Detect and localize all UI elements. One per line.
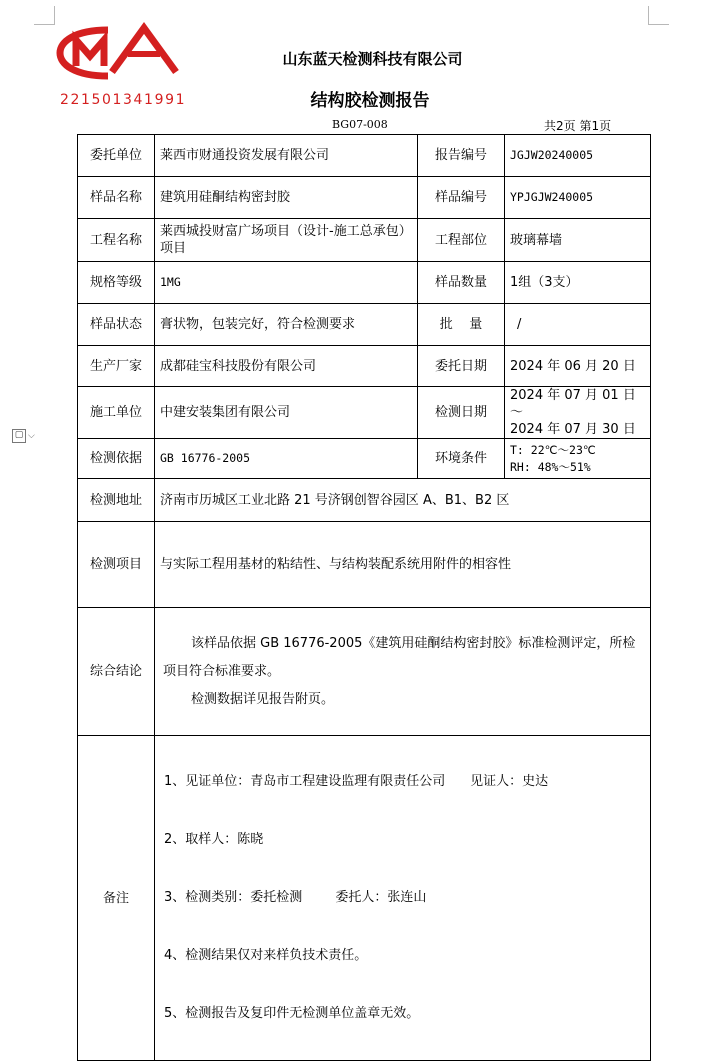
grade-value: 1MG — [155, 262, 418, 304]
table-row — [78, 387, 651, 439]
table-row — [78, 135, 651, 177]
table-row — [78, 219, 651, 262]
part-label: 工程部位 — [418, 219, 505, 262]
address-label: 检测地址 — [78, 479, 155, 522]
table-row — [78, 177, 651, 219]
env-temperature: T: 22℃～23℃ — [510, 442, 596, 457]
company-name: 山东蓝天检测科技有限公司 — [282, 50, 463, 68]
conclusion-text: 该样品依据 GB 16776-2005《建筑用硅酮结构密封胶》标准检测评定，所检项目符合标准要求。 — [163, 635, 636, 679]
test-date-label: 检测日期 — [418, 387, 505, 439]
table-row — [78, 608, 651, 736]
state-label: 样品状态 — [78, 304, 155, 346]
conclusion-label: 综合结论 — [78, 608, 155, 736]
grade-label: 规格等级 — [78, 262, 155, 304]
builder-value: 中建安装集团有限公司 — [155, 387, 418, 439]
project-label: 工程名称 — [78, 219, 155, 262]
maker-value: 成都硅宝科技股份有限公司 — [155, 346, 418, 387]
conclusion-note: 检测数据详见报告附页。 — [191, 691, 335, 707]
builder-label: 施工单位 — [78, 387, 155, 439]
qty-value: 1组（3支） — [505, 262, 651, 304]
report-no-value: JGJW20240005 — [505, 135, 651, 177]
entrust-date-label: 委托日期 — [418, 346, 505, 387]
remark-item: 1、见证单位：青岛市工程建设监理有限责任公司 见证人：史达 — [164, 774, 549, 789]
env-humidity: RH: 48%～51% — [510, 459, 591, 474]
entrust-date-value: 2024 年 06 月 20 日 — [505, 346, 651, 387]
client-value: 莱西市财通投资发展有限公司 — [155, 135, 418, 177]
test-date-start: 2024 年 07 月 01 日～ — [510, 388, 636, 420]
page-corner-mark-tr — [648, 6, 669, 25]
item-value: 与实际工程用基材的粘结性、与结构装配系统用附件的相容性 — [155, 522, 651, 608]
env-label: 环境条件 — [418, 439, 505, 479]
address-value: 济南市历城区工业北路 21 号济钢创智谷园区 A、B1、B2 区 — [155, 479, 651, 522]
page-info: 共2页 第1页 — [544, 119, 612, 133]
table-row — [78, 346, 651, 387]
remarks-label: 备注 — [78, 736, 155, 1061]
table-row — [78, 439, 651, 479]
remarks-value — [155, 736, 651, 1061]
sample-no-label: 样品编号 — [418, 177, 505, 219]
page-corner-mark-tl — [34, 6, 55, 25]
layout-options-icon[interactable]: ▢ ⌵ — [12, 428, 48, 446]
qty-label: 样品数量 — [418, 262, 505, 304]
conclusion-value — [155, 608, 651, 736]
remark-item: 2、取样人：陈晓 — [164, 832, 264, 847]
report-table — [77, 134, 651, 1061]
cma-cert-number: 221501341991 — [60, 92, 187, 108]
state-value: 膏状物，包装完好，符合检测要求 — [155, 304, 418, 346]
report-title: 结构胶检测报告 — [310, 91, 430, 111]
remark-item: 4、检测结果仅对来样负技术责任。 — [164, 948, 368, 963]
sample-name-value: 建筑用硅酮结构密封胶 — [155, 177, 418, 219]
form-code: BG07-008 — [332, 118, 388, 131]
maker-label: 生产厂家 — [78, 346, 155, 387]
report-no-label: 报告编号 — [418, 135, 505, 177]
table-row — [78, 736, 651, 1061]
table-row — [78, 304, 651, 346]
project-value: 莱西城投财富广场项目（设计-施工总承包）项目 — [155, 219, 418, 262]
item-label: 检测项目 — [78, 522, 155, 608]
basis-value: GB 16776-2005 — [155, 439, 418, 479]
test-date-value — [505, 387, 651, 439]
table-row — [78, 262, 651, 304]
part-value: 玻璃幕墙 — [505, 219, 651, 262]
basis-label: 检测依据 — [78, 439, 155, 479]
remark-item: 5、检测报告及复印件无检测单位盖章无效。 — [164, 1006, 420, 1021]
env-value — [505, 439, 651, 479]
test-date-end: 2024 年 07 月 30 日 — [510, 422, 636, 437]
remark-item: 3、检测类别：委托检测 委托人：张连山 — [164, 890, 427, 905]
batch-label: 批 量 — [418, 304, 505, 346]
client-label: 委托单位 — [78, 135, 155, 177]
batch-value: / — [505, 304, 651, 346]
sample-name-label: 样品名称 — [78, 177, 155, 219]
table-row — [78, 479, 651, 522]
table-row — [78, 522, 651, 608]
sample-no-value: YPJGJW240005 — [505, 177, 651, 219]
